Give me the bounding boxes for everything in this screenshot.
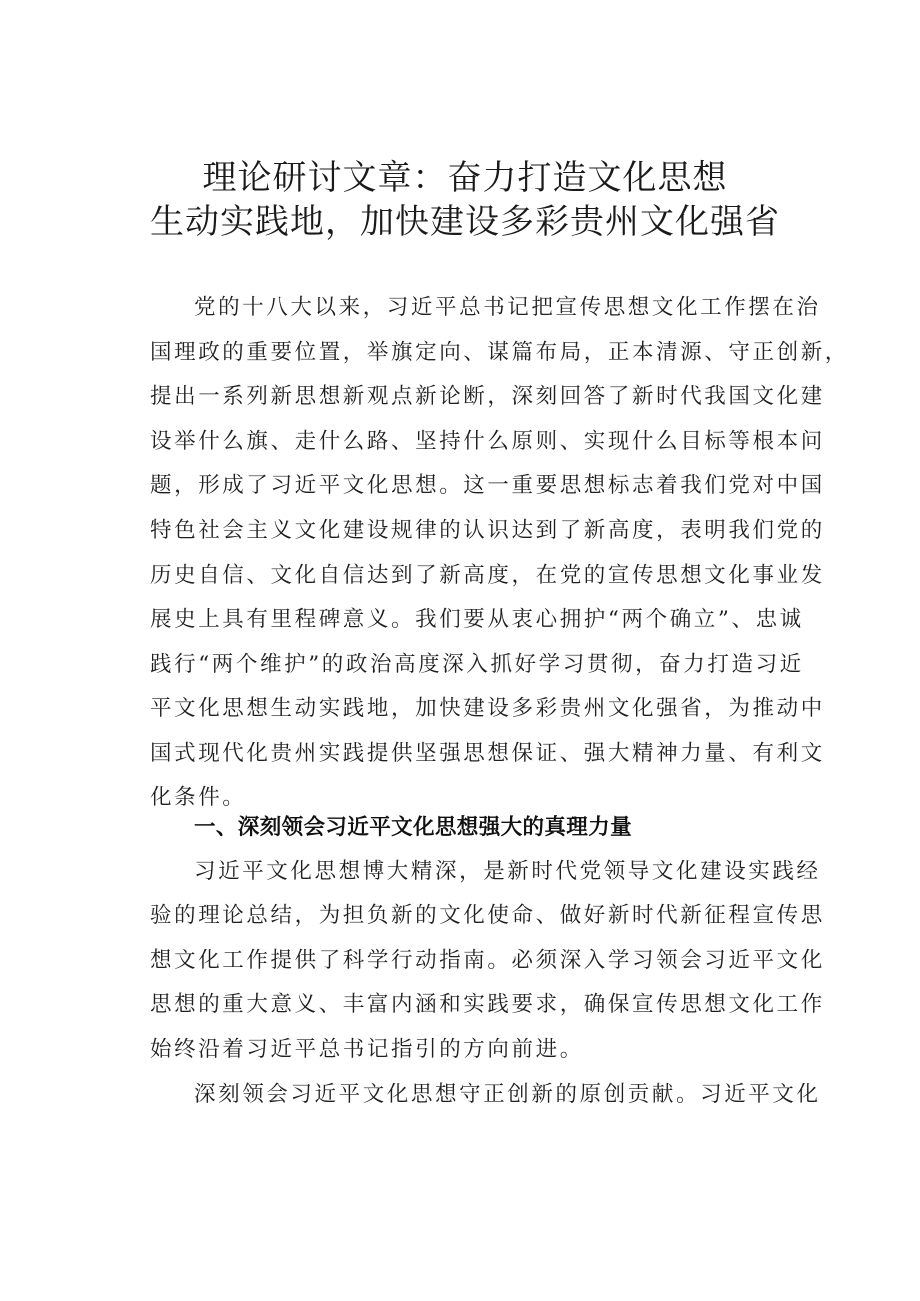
paragraph-line: 历史自信、文化自信达到了新高度，在党的宣传思想文化事业发 <box>150 563 825 588</box>
paragraph-line: 设举什么旗、走什么路、坚持什么原则、实现什么目标等根本问 <box>150 429 825 454</box>
paragraph-line: 提出一系列新思想新观点新论断，深刻回答了新时代我国文化建 <box>150 384 825 409</box>
paragraph-line: 想文化工作提供了科学行动指南。必须深入学习领会习近平文化 <box>150 948 825 973</box>
document-title-line-1: 理论研讨文章：奋力打造文化思想 <box>202 158 728 198</box>
paragraph-line: 践行“两个维护”的政治高度深入抓好学习贯彻，奋力打造习近 <box>150 652 804 677</box>
paragraph-line: 题，形成了习近平文化思想。这一重要思想标志着我们党对中国 <box>150 473 825 498</box>
document-title-line-2: 生动实践地，加快建设多彩贵州文化强省 <box>150 202 780 242</box>
paragraph-line: 国理政的重要位置，举旗定向、谋篇布局，正本清源、守正创新， <box>150 340 849 365</box>
section-heading: 一、深刻领会习近平文化思想强大的真理力量 <box>194 815 633 840</box>
paragraph-line: 化条件。 <box>150 785 247 810</box>
paragraph-line: 验的理论总结，为担负新的文化使命、做好新时代新征程宣传思 <box>150 903 825 928</box>
paragraph-line: 特色社会主义文化建设规律的认识达到了新高度，表明我们党的 <box>150 518 825 543</box>
paragraph-line: 始终沿着习近平总书记指引的方向前进。 <box>150 1037 584 1062</box>
paragraph-line: 展史上具有里程碑意义。我们要从衷心拥护“两个确立”、忠诚 <box>150 607 804 632</box>
paragraph-line: 深刻领会习近平文化思想守正创新的原创贡献。习近平文化 <box>194 1082 821 1107</box>
paragraph-line: 党的十八大以来，习近平总书记把宣传思想文化工作摆在治 <box>194 295 821 320</box>
paragraph-line: 平文化思想生动实践地，加快建设多彩贵州文化强省，为推动中 <box>150 696 825 721</box>
paragraph-line: 国式现代化贵州实践提供坚强思想保证、强大精神力量、有利文 <box>150 741 825 766</box>
paragraph-line: 习近平文化思想博大精深，是新时代党领导文化建设实践经 <box>194 859 821 884</box>
paragraph-line: 思想的重大意义、丰富内涵和实践要求，确保宣传思想文化工作 <box>150 992 825 1017</box>
